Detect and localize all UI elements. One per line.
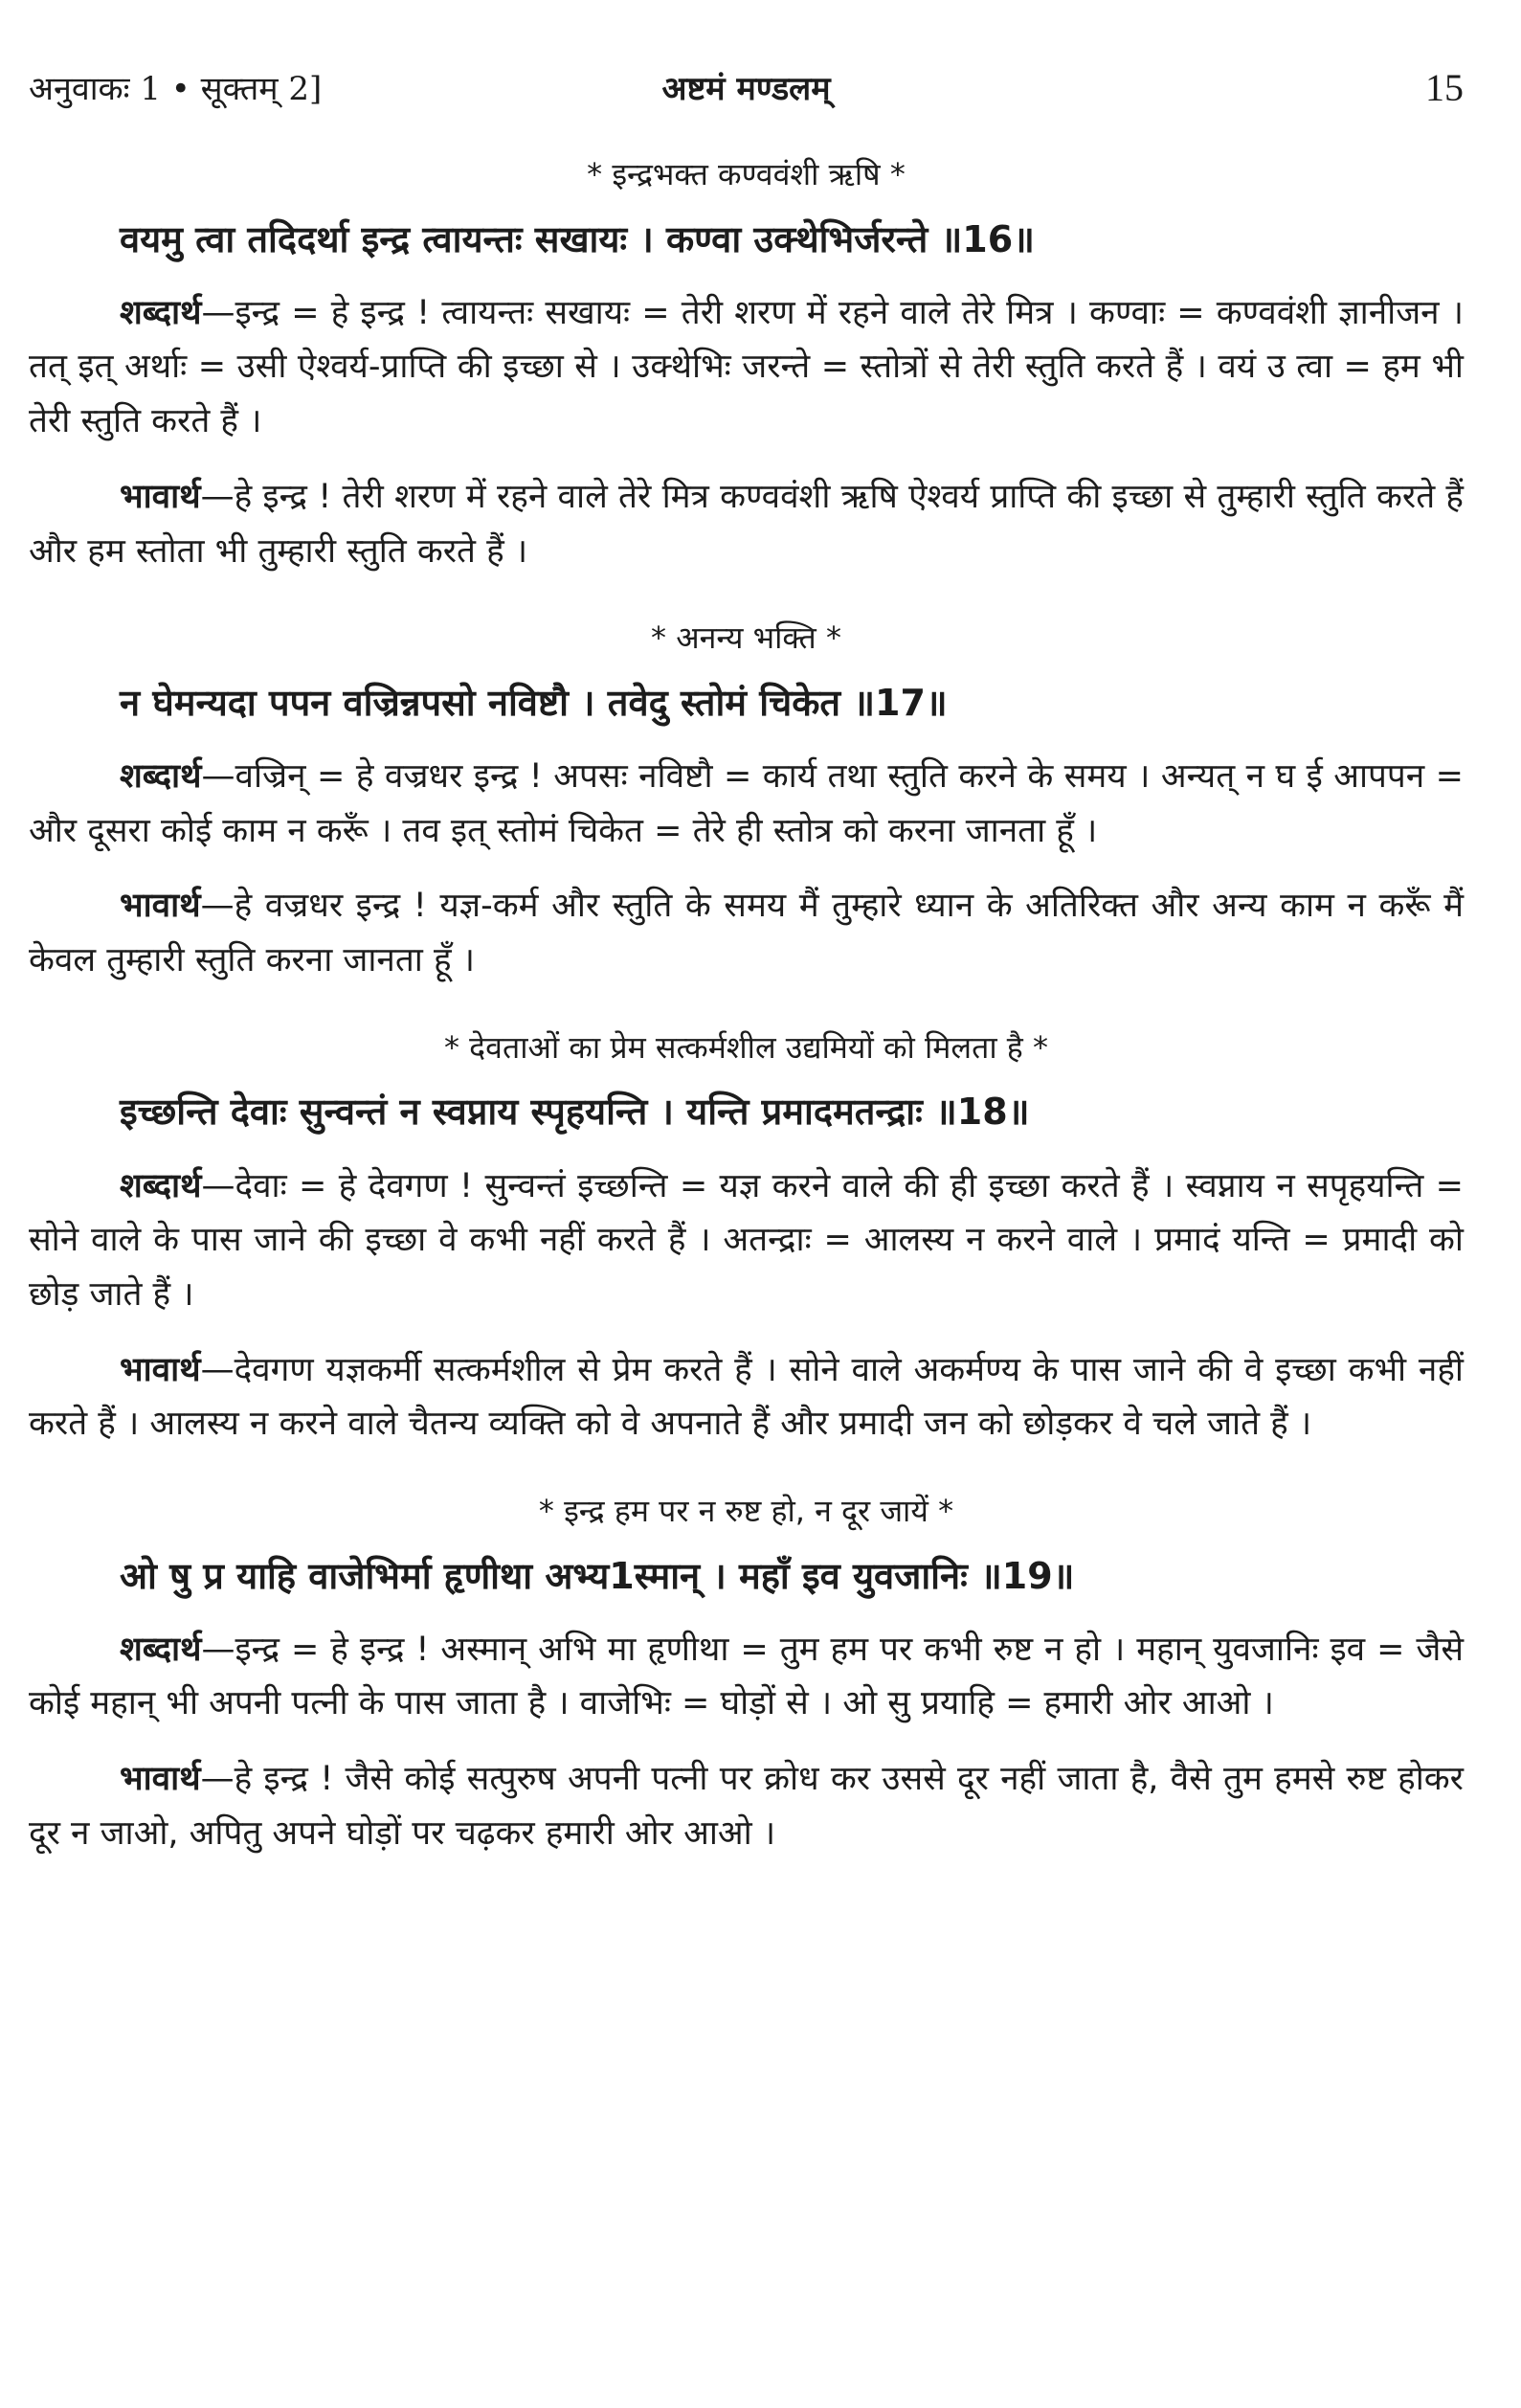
page-number: 15 (1425, 66, 1464, 109)
page-header (29, 57, 1464, 115)
verse-meaning-text: —हे इन्द्र ! तेरी शरण में रहने वाले तेरे मित्र कण्ववंशी ऋषि ऐश्वर्य प्राप्ति की इच्छा से तुम्हारी स्तुति करते हैं और हम स्तोता भी तुम्हारी स्तुति करते हैं । (29, 477, 1464, 571)
verse-meaning-label: भावार्थ (120, 887, 201, 926)
mandala-title: अष्टमं मण्डलम् (661, 70, 831, 108)
verse-meaning (29, 1752, 1464, 1860)
verse-section-17 (29, 619, 1464, 988)
word-meaning-text: —इन्द्र = हे इन्द्र ! त्वायन्तः सखायः = तेरी शरण में रहने वाले तेरे मित्र । कण्वाः = कण्ववंशी ज्ञानीजन । तत् इत् अर्थाः = उसी ऐश्वर्य-प्राप्ति की इच्छा से । उक्थेभिः जरन्ते = स्तोत्रों से तेरी स्तुति करते हैं । वयं उ त्वा = हम भी तेरी स्तुति करते हैं । (29, 293, 1464, 441)
verse-meaning-label: भावार्थ (120, 477, 201, 516)
verse-meaning-label: भावार्थ (120, 1760, 201, 1799)
verse-meaning (29, 1343, 1464, 1452)
verse-meaning-text: —हे वज्रधर इन्द्र ! यज्ञ-कर्म और स्तुति के समय मैं तुम्हारे ध्यान के अतिरिक्त और अन्य काम न करूँ मैं केवल तुम्हारी स्तुति करना जानता हूँ । (29, 887, 1464, 980)
verse-meaning-text: —हे इन्द्र ! जैसे कोई सत्पुरुष अपनी पत्नी पर क्रोध कर उससे दूर नहीं जाता है, वैसे तुम हमसे रुष्ट होकर दूर न जाओ, अपितु अपने घोड़ों पर चढ़कर हमारी ओर आओ । (29, 1760, 1464, 1853)
word-meaning (29, 1159, 1464, 1322)
verse-section-16 (29, 155, 1464, 578)
word-meaning-label: शब्दार्थ (120, 1166, 202, 1205)
sanskrit-verse: इच्छन्ति देवाः सुन्वन्तं न स्वप्नाय स्पृहयन्ति । यन्ति प्रमादमतन्द्राः ॥18॥ (120, 1091, 1030, 1134)
verse-section-19 (29, 1492, 1464, 1861)
sanskrit-verse: न घेमन्यदा पपन वज्रिन्नपसो नविष्टौ । तवेदु स्तोमं चिकेत ॥17॥ (120, 681, 948, 724)
word-meaning-text: —वज्रिन् = हे वज्रधर इन्द्र ! अपसः नविष्टौ = कार्य तथा स्तुति करने के समय । अन्यत् न घ ई आपपन = और दूसरा कोई काम न करूँ । तव इत् स्तोमं चिकेत = तेरे ही स्तोत्र को करना जानता हूँ । (29, 757, 1464, 850)
verse-meaning (29, 470, 1464, 578)
chapter-reference: अनुवाकः 1 • सूक्तम् 2] (29, 70, 323, 108)
word-meaning (29, 750, 1464, 858)
word-meaning-text: —इन्द्र = हे इन्द्र ! अस्मान् अभि मा हृणीथा = तुम हम पर कभी रुष्ट न हो । महान् युवजानिः इव = जैसे कोई महान् भी अपनी पत्नी के पास जाता है । वाजेभिः = घोड़ों से । ओ सु प्रयाहि = हमारी ओर आओ । (29, 1630, 1464, 1723)
sanskrit-verse: ओ षु प्र याहि वाजेभिर्मा हृणीथा अभ्य1स्मान् । महाँ इव युवजानिः ॥19॥ (120, 1554, 1075, 1597)
word-meaning (29, 1623, 1464, 1731)
word-meaning-label: शब्दार्थ (120, 293, 202, 332)
section-title: * इन्द्र हम पर न रुष्ट हो, न दूर जायें * (538, 1492, 954, 1529)
verse-section-18 (29, 1028, 1464, 1452)
verse-meaning (29, 879, 1464, 987)
section-title: * देवताओं का प्रेम सत्कर्मशील उद्यमियों को मिलता है * (444, 1028, 1048, 1066)
word-meaning (29, 286, 1464, 449)
verse-meaning-text: —देवगण यज्ञकर्मी सत्कर्मशील से प्रेम करते हैं । सोने वाले अकर्मण्य के पास जाने की वे इच्छा कभी नहीं करते हैं । आलस्य न करने वाले चैतन्य व्यक्ति को वे अपनाते हैं और प्रमादी जन को छोड़कर वे चले जाते हैं । (29, 1350, 1464, 1444)
section-title: * अनन्य भक्ति * (651, 619, 841, 657)
section-title: * इन्द्रभक्त कण्ववंशी ऋषि * (587, 156, 906, 192)
sanskrit-verse: वयमु त्वा तदिदर्था इन्द्र त्वायन्तः सखायः । कण्वा उक्थेभिर्जरन्ते ॥16॥ (120, 217, 1035, 260)
word-meaning-label: शब्दार्थ (120, 1630, 202, 1669)
word-meaning-text: —देवाः = हे देवगण ! सुन्वन्तं इच्छन्ति = यज्ञ करने वाले की ही इच्छा करते हैं । स्वप्नाय न सपृहयन्ति = सोने वाले के पास जाने की इच्छा वे कभी नहीं करते हैं । अतन्द्राः = आलस्य न करने वाले । प्रमादं यन्ति = प्रमादी को छोड़ जाते हैं । (29, 1166, 1464, 1314)
word-meaning-label: शब्दार्थ (120, 757, 202, 796)
verse-meaning-label: भावार्थ (120, 1350, 201, 1389)
